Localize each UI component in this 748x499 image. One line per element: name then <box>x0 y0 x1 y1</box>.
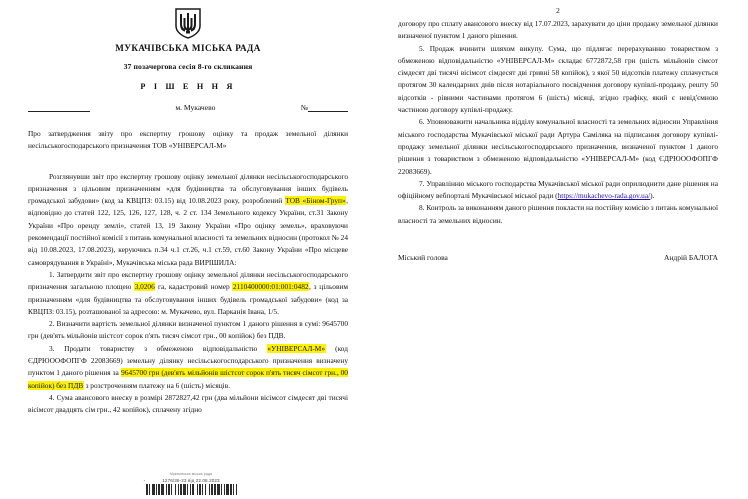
land-area-highlight: 3,0206 <box>134 282 155 292</box>
cadastral-number-highlight: 2110400000:01:001:0482 <box>232 282 309 292</box>
city-label: м. Мукачево <box>175 103 216 112</box>
barcode-quiet-mark: " <box>143 479 146 484</box>
appraiser-company-highlight: ТОВ «Біном-Груп» <box>285 196 346 206</box>
paragraph-item-3 <box>28 343 348 392</box>
number-label: № <box>300 103 308 112</box>
coat-of-arms-emblem <box>28 8 348 39</box>
ukraine-coat-of-arms-trident-icon <box>175 8 201 39</box>
item3-part-c: з розстроченням платежу на 6 (шість) місяців. <box>83 380 231 390</box>
registration-stamp <box>96 473 286 495</box>
preamble-part-a: Розглянувши звіт про експертну грошову оцінку земельної ділянки несільськогосподарського призначення з цільовим призначенням «для будівництва та обслуговування інших будівель громадської забудови» (код за КВЦПЗ: 03.15) від 10.08.2023 року, розроблений <box>28 171 348 206</box>
paragraph-item-4: 4. Сума авансового внеску в розмірі 2872827,42 грн (два мільйони вісімсот сімдесят дві тисячі вісімсот двадцять сім грн., 42 копійок), сплачену згідно <box>28 392 348 415</box>
page-right <box>374 0 748 499</box>
stamp-organization: Мукачівська міська рада <box>169 472 213 477</box>
paragraph-item-4-continued: договору про сплату авансового внеску від 17.07.2023, зарахувати до ціни продажу земельної ділянки визначеної пунктом 1 даного рішення. <box>398 19 718 41</box>
date-blank-line <box>28 103 90 112</box>
number-blank-line <box>308 103 348 112</box>
signature-role: Міський голова <box>398 253 448 263</box>
item3-part-a: 3. Продати товариству з обмеженою відповідальністю <box>49 343 267 353</box>
item3-part-b: (код ЄДРЮООФОПГФ 22083669) земельну ділянку несільськогосподарського призначення визначену пунктом 1 даного рішення за <box>28 343 348 378</box>
item7-part-a: 7. Управлінню міського господарства Мукачівської міської ради оприлюднити дане рішення на офіційному вебпорталі Мукачівської міської ради ( <box>398 178 718 201</box>
paragraph-item-5: 5. Продаж вчинити шляхом викупу. Сума, що підлягає перерахуванню товариством з обмеженою відповідальністю «УНІВЕРСАЛ-М» складає 6772872,58 грн (шість мільйонів сімсот сімдесят дві тисячі вісімсот сімдесят дві гривні 58 копійок), з якої 50 відсотків платежу сплачується протягом 30 календарних днів після нотаріального посвідчення договору купівлі-продажу, решту 50 відсотків - рівними частинами протягом 6 (шість) місяці, згідно графіку, який є невід'ємною частиною договору купівлі-продажу. <box>398 43 718 115</box>
preamble-part-b: , відповідно до статей 122, 125, 126, 127, 128, ч. 2 ст. 134 Земельного кодексу України, ст.31 Закону України «Про оренду землі», статей 13, 19 Закону України «Про оцінку земель», враховуючи рекомендації постійної комісії з питань комунальної власності та земельних відносин (протокол № 24 від 10.08.2023, 17.08.2023), керуючись п.34 ч.1 ст.26, ч.1 ст.59, ст.60 Закону України «Про місцеве самоврядування в Україні», Мукачівська міська рада ВИРІШИЛА: <box>28 196 348 267</box>
paragraph-preamble <box>28 171 348 269</box>
paragraph-item-2: 2. Визначити вартість земельної ділянки визначеної пунктом 1 даного рішення в сумі: 9645700 грн (дев'ять мільйонів шістсот сорок п'ять тисяч сімсот грн., 00 копійок) без ПДВ. <box>28 319 348 341</box>
item1-part-a: 1. Затвердити звіт про експертну грошову оцінку земельної ділянки несільськогосподарського призначення загальною площею <box>28 269 348 292</box>
signature-row <box>398 253 718 262</box>
item1-part-b: га, кадастровий номер <box>155 282 233 292</box>
paragraph-item-7 <box>398 178 718 203</box>
page-number: 2 <box>556 6 560 15</box>
session-line: 37 позачергова сесія 8-го скликання <box>123 62 253 71</box>
webportal-link[interactable]: https://mukachevo-rada.gov.ua/ <box>557 191 651 201</box>
place-date-row <box>28 103 348 112</box>
signature-name: Андрій БАЛОГА <box>663 253 718 263</box>
decision-heading: Р І Ш Е Н Н Я <box>140 82 236 91</box>
document-number-field <box>301 103 348 112</box>
organization-title: МУКАЧІВСЬКА МІСЬКА РАДА <box>115 43 261 53</box>
stamp-number: 1276/36-23 від 22.08.2023 <box>162 477 220 483</box>
subject-line: Про затвердження звіту про експертну грошову оцінку та продаж земельної ділянки несільськогосподарського призначення ТОВ «УНІВЕРСАЛ-М» <box>28 129 348 151</box>
sale-price-highlight: 9645700 грн (дев'ять мільйонів шістсот сорок п'ять тисяч сімсот грн., 00 копійок) без ПДВ <box>28 368 348 390</box>
paragraph-item-6: 6. Уповноважити начальника відділу комунальної власності та земельних відносин Управління міського господарства Мукачівської міської ради Артура Саміляка на підписання договору купівлі-продажу земельної ділянки несільськогосподарського призначення, визначеної пунктом 1 даного рішення з товариством з обмеженою відповідальністю «УНІВЕРСАЛ-М» (код ЄДРЮООФОПГФ 22083669). <box>398 117 718 176</box>
paragraph-item-8: 8. Контроль за виконанням даного рішення покласти на постійну комісію з питань комунальної власності та земельних відносин. <box>398 203 718 225</box>
item7-part-b: ). <box>650 191 655 201</box>
buyer-company-highlight: «УНІВЕРСАЛ-М» <box>267 343 326 353</box>
item1-part-c: , з цільовим призначенням «для будівництва та обслуговування інших будівель громадської забудови» (код за КВЦПЗ: 03.15), розташованої за адресою: м. Мукачево, вул. Парканія Івана, 1/5. <box>28 282 349 316</box>
paragraph-item-1 <box>28 269 348 318</box>
